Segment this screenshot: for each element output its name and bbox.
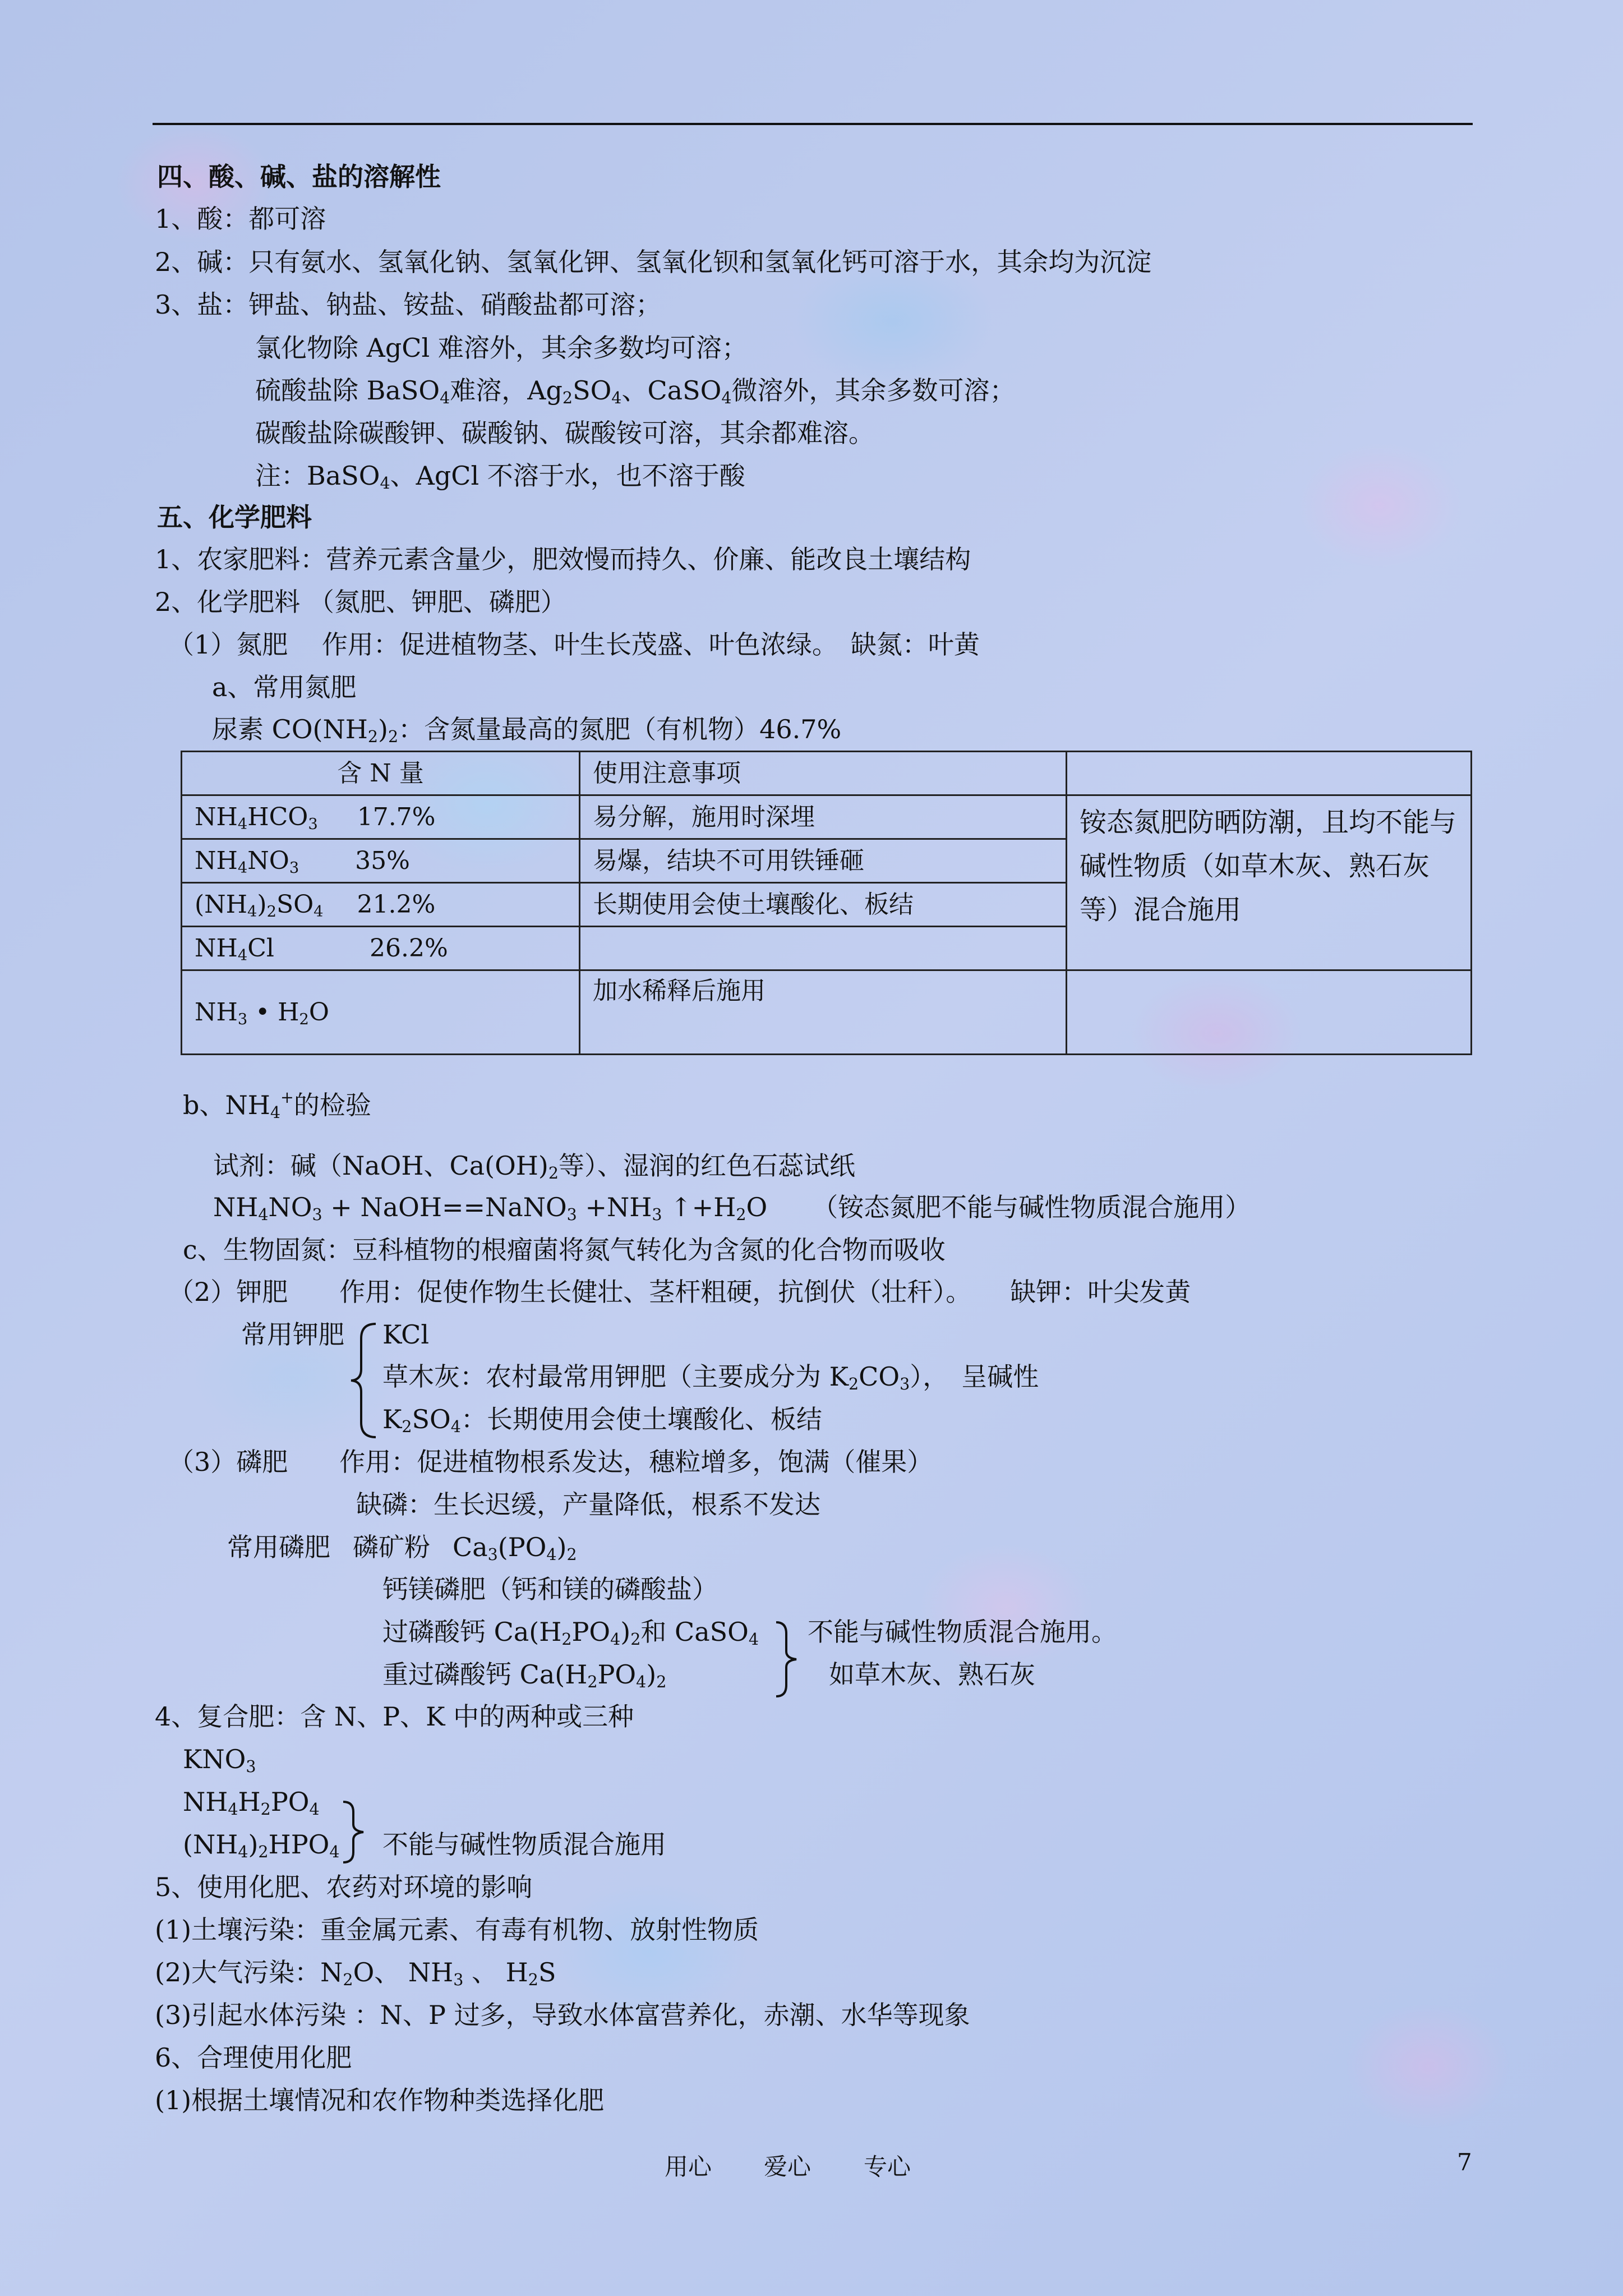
- formula: $(NH_4)_2SO_4$: [195, 890, 324, 921]
- kcl-line: KCl: [382, 1319, 430, 1350]
- compound-warning: 不能与碱性物质混合施用: [382, 1829, 666, 1860]
- environment-head: 5、使用化肥、农药对环境的影响: [155, 1872, 533, 1902]
- formula-cell: [182, 795, 580, 839]
- water-pollution-line: (3)引起水体污染 ：N、P 过多，导致水体富营养化，赤潮、水华等现象: [155, 2000, 970, 2030]
- camg-line: 钙镁磷肥（钙和镁的磷酸盐）: [382, 1574, 718, 1604]
- formula-cell: [182, 927, 580, 970]
- ammonium-warning: 铵态氮肥防晒防潮，且均不能与碱性物质（如草木灰、熟石灰等）混合施用: [1067, 795, 1472, 970]
- table-row: [182, 795, 1472, 839]
- formula: $NH_4HCO_3$: [195, 802, 318, 833]
- salt-line: 3、盐：钾盐、钠盐、铵盐、硝酸盐都可溶；: [155, 289, 662, 320]
- reagent-line: 试剂：碱（NaOH、$Ca(OH)_2$等）、湿润的红色石蕊试纸: [213, 1151, 855, 1183]
- common-nitrogen-label: a、常用氮肥: [212, 672, 357, 702]
- bio-fixation-line: c、生物固氮：豆科植物的根瘤菌将氮气转化为含氮的化合物而吸收: [183, 1235, 946, 1265]
- n-percent: 17.7%: [357, 802, 436, 831]
- note-line: 注：BaSO$_4$、AgCl 不溶于水，也不溶于酸: [255, 461, 745, 493]
- wood-ash-line: 草木灰：农村最常用钾肥（主要成分为 $K_2CO_3$）， 呈碱性: [382, 1361, 1039, 1394]
- section-4-title: 四、酸、碱、盐的溶解性: [157, 162, 441, 192]
- ammonium-test-title: b、$NH_4^+$的检验: [183, 1088, 371, 1122]
- common-phosphate-label: 常用磷肥 磷矿粉 $Ca_3(PO_4)_2$: [227, 1532, 577, 1565]
- triple-superphosphate-line: 重过磷酸钙 $Ca(H_2PO_4)_2$: [382, 1659, 667, 1692]
- header-usage-notes: 使用注意事项: [580, 752, 1067, 795]
- nitrogen-head: （1）氮肥 作用：促进植物茎、叶生长茂盛、叶色浓绿。 缺氮：叶黄: [168, 629, 980, 660]
- carbonate-line: 碳酸盐除碳酸钾、碳酸钠、碳酸铵可溶，其余都难溶。: [255, 418, 874, 448]
- formula: $NH_4Cl$: [195, 933, 274, 964]
- phosphate-head: （3）磷肥 作用：促进植物根系发达，穗粒增多，饱满（催果）: [168, 1447, 933, 1477]
- footer-motto-2: 爱心: [764, 2153, 811, 2180]
- farm-manure-line: 1、农家肥料：营养元素含量少，肥效慢而持久、价廉、能改良土壤结构: [155, 544, 971, 574]
- formula-cell: [182, 883, 580, 927]
- header-rule: [153, 123, 1473, 125]
- note-cell: 易爆，结块不可用铁锤砸: [580, 839, 1067, 883]
- note-cell: 加水稀释后施用: [580, 970, 1067, 1055]
- note-cell: 长期使用会使土壤酸化、板结: [580, 883, 1067, 927]
- section-5-title: 五、化学肥料: [157, 502, 312, 532]
- sulfate-line: 硫酸盐除 BaSO$_4$难溶，$Ag_2SO_4$、CaSO$_4$微溶外，其余多数可溶；: [255, 375, 1016, 408]
- compound-brace: [340, 1800, 368, 1865]
- page-number: 7: [1457, 2148, 1472, 2176]
- base-line: 2、碱：只有氨水、氢氧化钠、氢氧化钾、氢氧化钡和氢氧化钙可溶于水，其余均为沉淀: [155, 247, 1152, 277]
- note-cell: [580, 927, 1067, 970]
- superphosphate-line: 过磷酸钙 $Ca(H_2PO_4)_2$和 CaSO$_4$: [382, 1617, 759, 1649]
- k2so4-line: $K_2SO_4$：长期使用会使土壤酸化、板结: [382, 1404, 822, 1437]
- phosphate-warning: 不能与碱性物质混合施用。: [808, 1617, 1117, 1647]
- formula-cell: [182, 839, 580, 883]
- ammonia-water-cell: $NH_3$ • $H_2O$: [182, 970, 580, 1055]
- potash-brace: [348, 1322, 381, 1439]
- air-pollution-line: (2)大气污染：$N_2O$、 $NH_3$ 、 $H_2S$: [155, 1957, 556, 1990]
- common-potash-label: 常用钾肥: [241, 1319, 344, 1350]
- table-row: [182, 970, 1472, 1055]
- n-percent: 21.2%: [357, 890, 436, 919]
- urea-line: 尿素 $CO(NH_2)_2$：含氮量最高的氮肥（有机物）46.7%: [212, 714, 842, 747]
- nh42hpo4-line: $(NH_4)_2HPO_4$: [183, 1829, 340, 1862]
- formula: $NH_4NO_3$: [195, 846, 299, 877]
- header-blank: [1067, 752, 1472, 795]
- rational-use-item-1: (1)根据土壤情况和农作物种类选择化肥: [155, 2085, 605, 2115]
- kno3-line: $KNO_3$: [183, 1744, 256, 1777]
- soil-pollution-line: (1)土壤污染：重金属元素、有毒有机物、放射性物质: [155, 1915, 759, 1945]
- reaction-equation: $NH_4NO_3$ + NaOH==NaNO$_3$ $+NH_3$ $↑+H_2O$ （铵态氮肥不能与碱性物质混合施用）: [213, 1192, 1251, 1225]
- blank-cell: [1067, 970, 1472, 1055]
- phosphate-lack-line: 缺磷：生长迟缓，产量降低，根系不发达: [356, 1489, 820, 1520]
- nitrogen-fertilizer-table: [181, 751, 1472, 1055]
- n-percent: 35%: [355, 846, 410, 875]
- n-percent: 26.2%: [369, 933, 448, 963]
- phosphate-warning-example: 如草木灰、熟石灰: [829, 1659, 1035, 1690]
- compound-head: 4、复合肥：含 N、P、K 中的两种或三种: [155, 1701, 634, 1732]
- chem-fertilizer-line: 2、化学肥料 （氮肥、钾肥、磷肥）: [155, 587, 566, 617]
- chloride-line: 氯化物除 AgCl 难溶外，其余多数均可溶；: [255, 333, 748, 363]
- potash-head: （2）钾肥 作用：促使作物生长健壮、茎杆粗硬，抗倒伏（壮秆）。 缺钾：叶尖发黄: [168, 1277, 1191, 1307]
- rational-use-head: 6、合理使用化肥: [155, 2042, 352, 2073]
- phosphate-brace: [773, 1620, 801, 1699]
- acid-line: 1、酸：都可溶: [155, 204, 326, 234]
- nh4h2po4-line: $NH_4H_2PO_4$: [183, 1787, 320, 1819]
- header-n-content: 含 N 量: [182, 752, 580, 795]
- footer-motto-1: 用心: [665, 2153, 712, 2180]
- note-cell: 易分解，施用时深埋: [580, 795, 1067, 839]
- footer-motto-3: 专心: [864, 2153, 911, 2180]
